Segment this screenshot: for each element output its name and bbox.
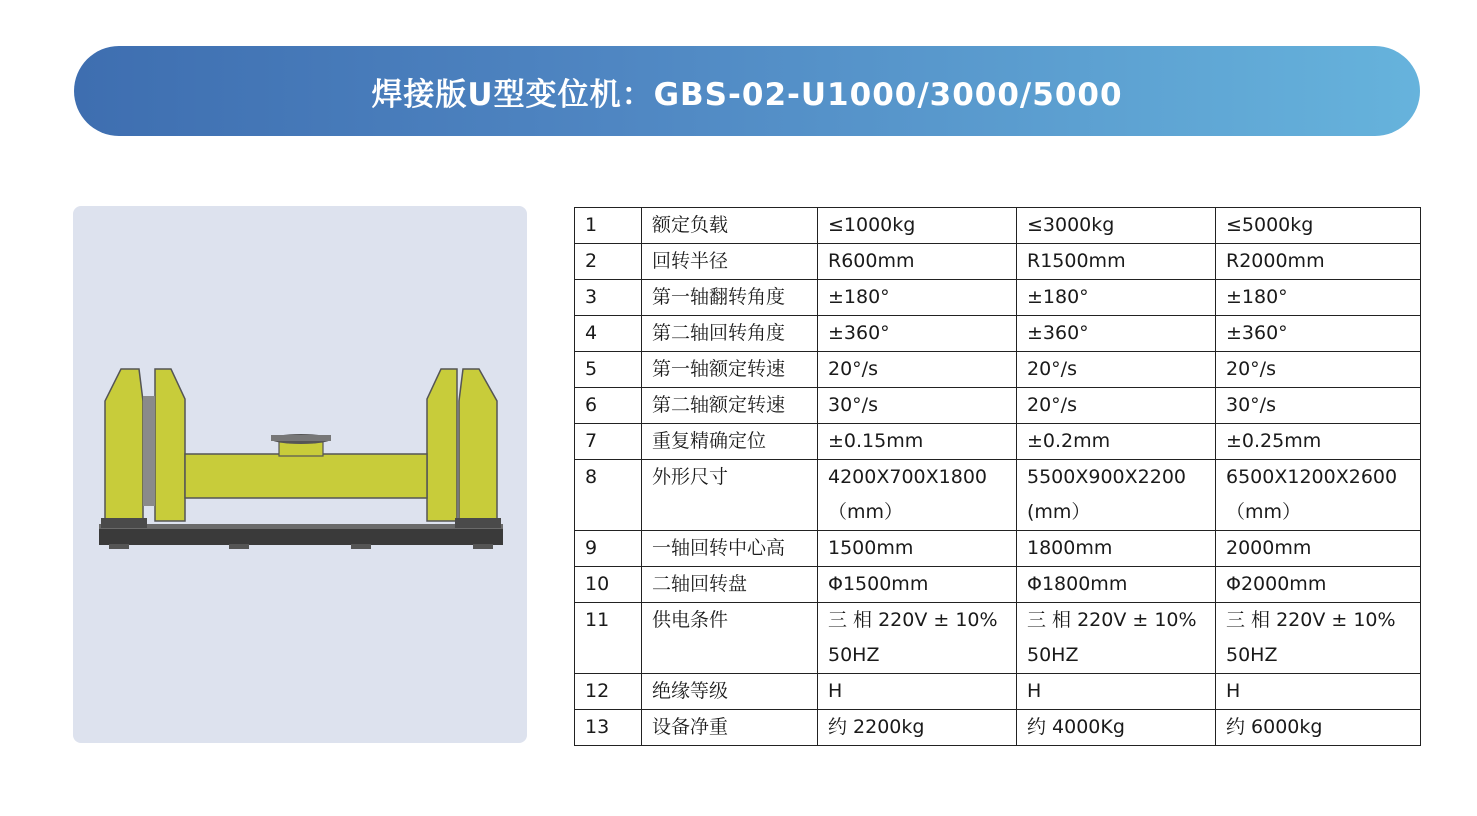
model-1000-value-cell: 1500mm [818,531,1017,567]
spec-name-cell: 额定负载 [642,208,818,244]
spec-name-cell: 第一轴额定转速 [642,352,818,388]
table-row [575,603,1421,674]
table-row [575,424,1421,460]
spec-name-cell: 第二轴回转角度 [642,316,818,352]
spec-name-cell: 外形尺寸 [642,460,818,531]
model-3000-value-cell: Φ1800mm [1017,567,1216,603]
table-row [575,208,1421,244]
page-title: 焊接版U型变位机：GBS-02-U1000/3000/5000 [371,76,1123,113]
model-3000-value-cell: ±0.2mm [1017,424,1216,460]
model-5000-value-cell: 30°/s [1216,388,1421,424]
spec-name-cell: 第二轴额定转速 [642,388,818,424]
model-3000-value-cell: 约 4000Kg [1017,710,1216,746]
table-row [575,388,1421,424]
table-row [575,352,1421,388]
model-5000-value-cell: ±180° [1216,280,1421,316]
spec-name-cell: 第一轴翻转角度 [642,280,818,316]
spec-name-cell: 重复精确定位 [642,424,818,460]
table-row [575,567,1421,603]
model-3000-value-cell: ±180° [1017,280,1216,316]
model-3000-value-cell: ≤3000kg [1017,208,1216,244]
row-number-cell: 4 [575,316,642,352]
row-number-cell: 6 [575,388,642,424]
table-row [575,460,1421,531]
model-1000-value-cell: Φ1500mm [818,567,1017,603]
model-5000-value-cell: Φ2000mm [1216,567,1421,603]
model-3000-value-cell: ±360° [1017,316,1216,352]
row-number-cell: 2 [575,244,642,280]
row-number-cell: 1 [575,208,642,244]
spec-name-cell: 二轴回转盘 [642,567,818,603]
model-5000-value-cell: ±0.25mm [1216,424,1421,460]
model-1000-value-cell: ≤1000kg [818,208,1017,244]
spec-name-cell: 绝缘等级 [642,674,818,710]
model-5000-value-cell: ≤5000kg [1216,208,1421,244]
u-positioner-illustration [73,206,527,743]
model-5000-value-cell: 约 6000kg [1216,710,1421,746]
model-1000-value-cell: 30°/s [818,388,1017,424]
model-3000-value-cell: R1500mm [1017,244,1216,280]
table-row [575,710,1421,746]
model-5000-value-cell: R2000mm [1216,244,1421,280]
table-row [575,244,1421,280]
model-3000-value-cell: 20°/s [1017,388,1216,424]
model-1000-value-cell: 约 2200kg [818,710,1017,746]
row-number-cell: 9 [575,531,642,567]
product-image-panel [73,206,527,743]
row-number-cell: 10 [575,567,642,603]
row-number-cell: 7 [575,424,642,460]
spec-name-cell: 供电条件 [642,603,818,674]
model-5000-value-cell: 三 相 220V ± 10% 50HZ [1216,603,1421,674]
model-1000-value-cell: 4200X700X1800 （mm） [818,460,1017,531]
model-1000-value-cell: ±180° [818,280,1017,316]
model-3000-value-cell: 20°/s [1017,352,1216,388]
model-5000-value-cell: ±360° [1216,316,1421,352]
model-1000-value-cell: 三 相 220V ± 10% 50HZ [818,603,1017,674]
model-1000-value-cell: ±0.15mm [818,424,1017,460]
model-3000-value-cell: 1800mm [1017,531,1216,567]
model-5000-value-cell: 2000mm [1216,531,1421,567]
table-row [575,531,1421,567]
model-1000-value-cell: H [818,674,1017,710]
spec-name-cell: 设备净重 [642,710,818,746]
table-row [575,316,1421,352]
spec-table [574,207,1421,746]
model-5000-value-cell: H [1216,674,1421,710]
spec-name-cell: 一轴回转中心高 [642,531,818,567]
model-1000-value-cell: R600mm [818,244,1017,280]
row-number-cell: 11 [575,603,642,674]
model-5000-value-cell: 6500X1200X2600 （mm） [1216,460,1421,531]
model-1000-value-cell: ±360° [818,316,1017,352]
row-number-cell: 5 [575,352,642,388]
model-3000-value-cell: 5500X900X2200 (mm） [1017,460,1216,531]
spec-name-cell: 回转半径 [642,244,818,280]
model-3000-value-cell: H [1017,674,1216,710]
table-row [575,280,1421,316]
row-number-cell: 8 [575,460,642,531]
row-number-cell: 12 [575,674,642,710]
model-1000-value-cell: 20°/s [818,352,1017,388]
model-5000-value-cell: 20°/s [1216,352,1421,388]
row-number-cell: 3 [575,280,642,316]
title-banner [74,46,1420,136]
row-number-cell: 13 [575,710,642,746]
model-3000-value-cell: 三 相 220V ± 10% 50HZ [1017,603,1216,674]
table-row [575,674,1421,710]
